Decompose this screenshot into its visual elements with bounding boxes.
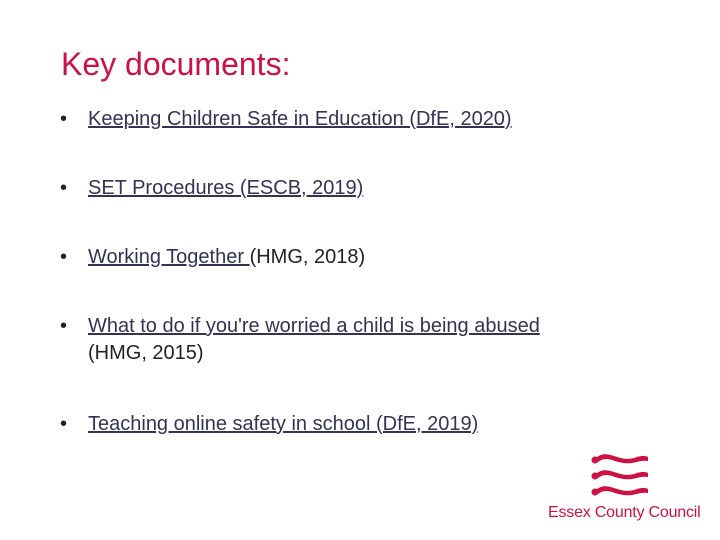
- online-safety-link[interactable]: Teaching online safety in school (DfE, 2019): [88, 413, 479, 435]
- essex-county-council-logo: [548, 452, 701, 524]
- list-item: [60, 313, 660, 367]
- logo-text: Essex County Council: [548, 504, 701, 521]
- list-item: [60, 411, 660, 438]
- kcsie-link[interactable]: Keeping Children Safe in Education (DfE, 2020): [88, 108, 512, 130]
- three-seaxes-icon: [548, 452, 698, 504]
- list-item: [60, 106, 660, 133]
- worried-child-abused-link[interactable]: What to do if you're worried a child is being abused: [88, 315, 540, 337]
- worried-child-citation: (HMG, 2015): [88, 342, 204, 364]
- list-item: [60, 244, 660, 271]
- working-together-link[interactable]: Working Together: [88, 246, 250, 268]
- bullet: •: [60, 413, 68, 435]
- list-item: [60, 175, 660, 202]
- working-together-citation: (HMG, 2018): [249, 246, 366, 268]
- bullet: •: [60, 246, 68, 268]
- bullet: •: [60, 108, 68, 130]
- bullet: •: [60, 315, 68, 337]
- bullet: •: [60, 177, 68, 199]
- set-procedures-link[interactable]: SET Procedures (ESCB, 2019): [88, 177, 364, 199]
- page-title: Key documents:: [61, 46, 291, 82]
